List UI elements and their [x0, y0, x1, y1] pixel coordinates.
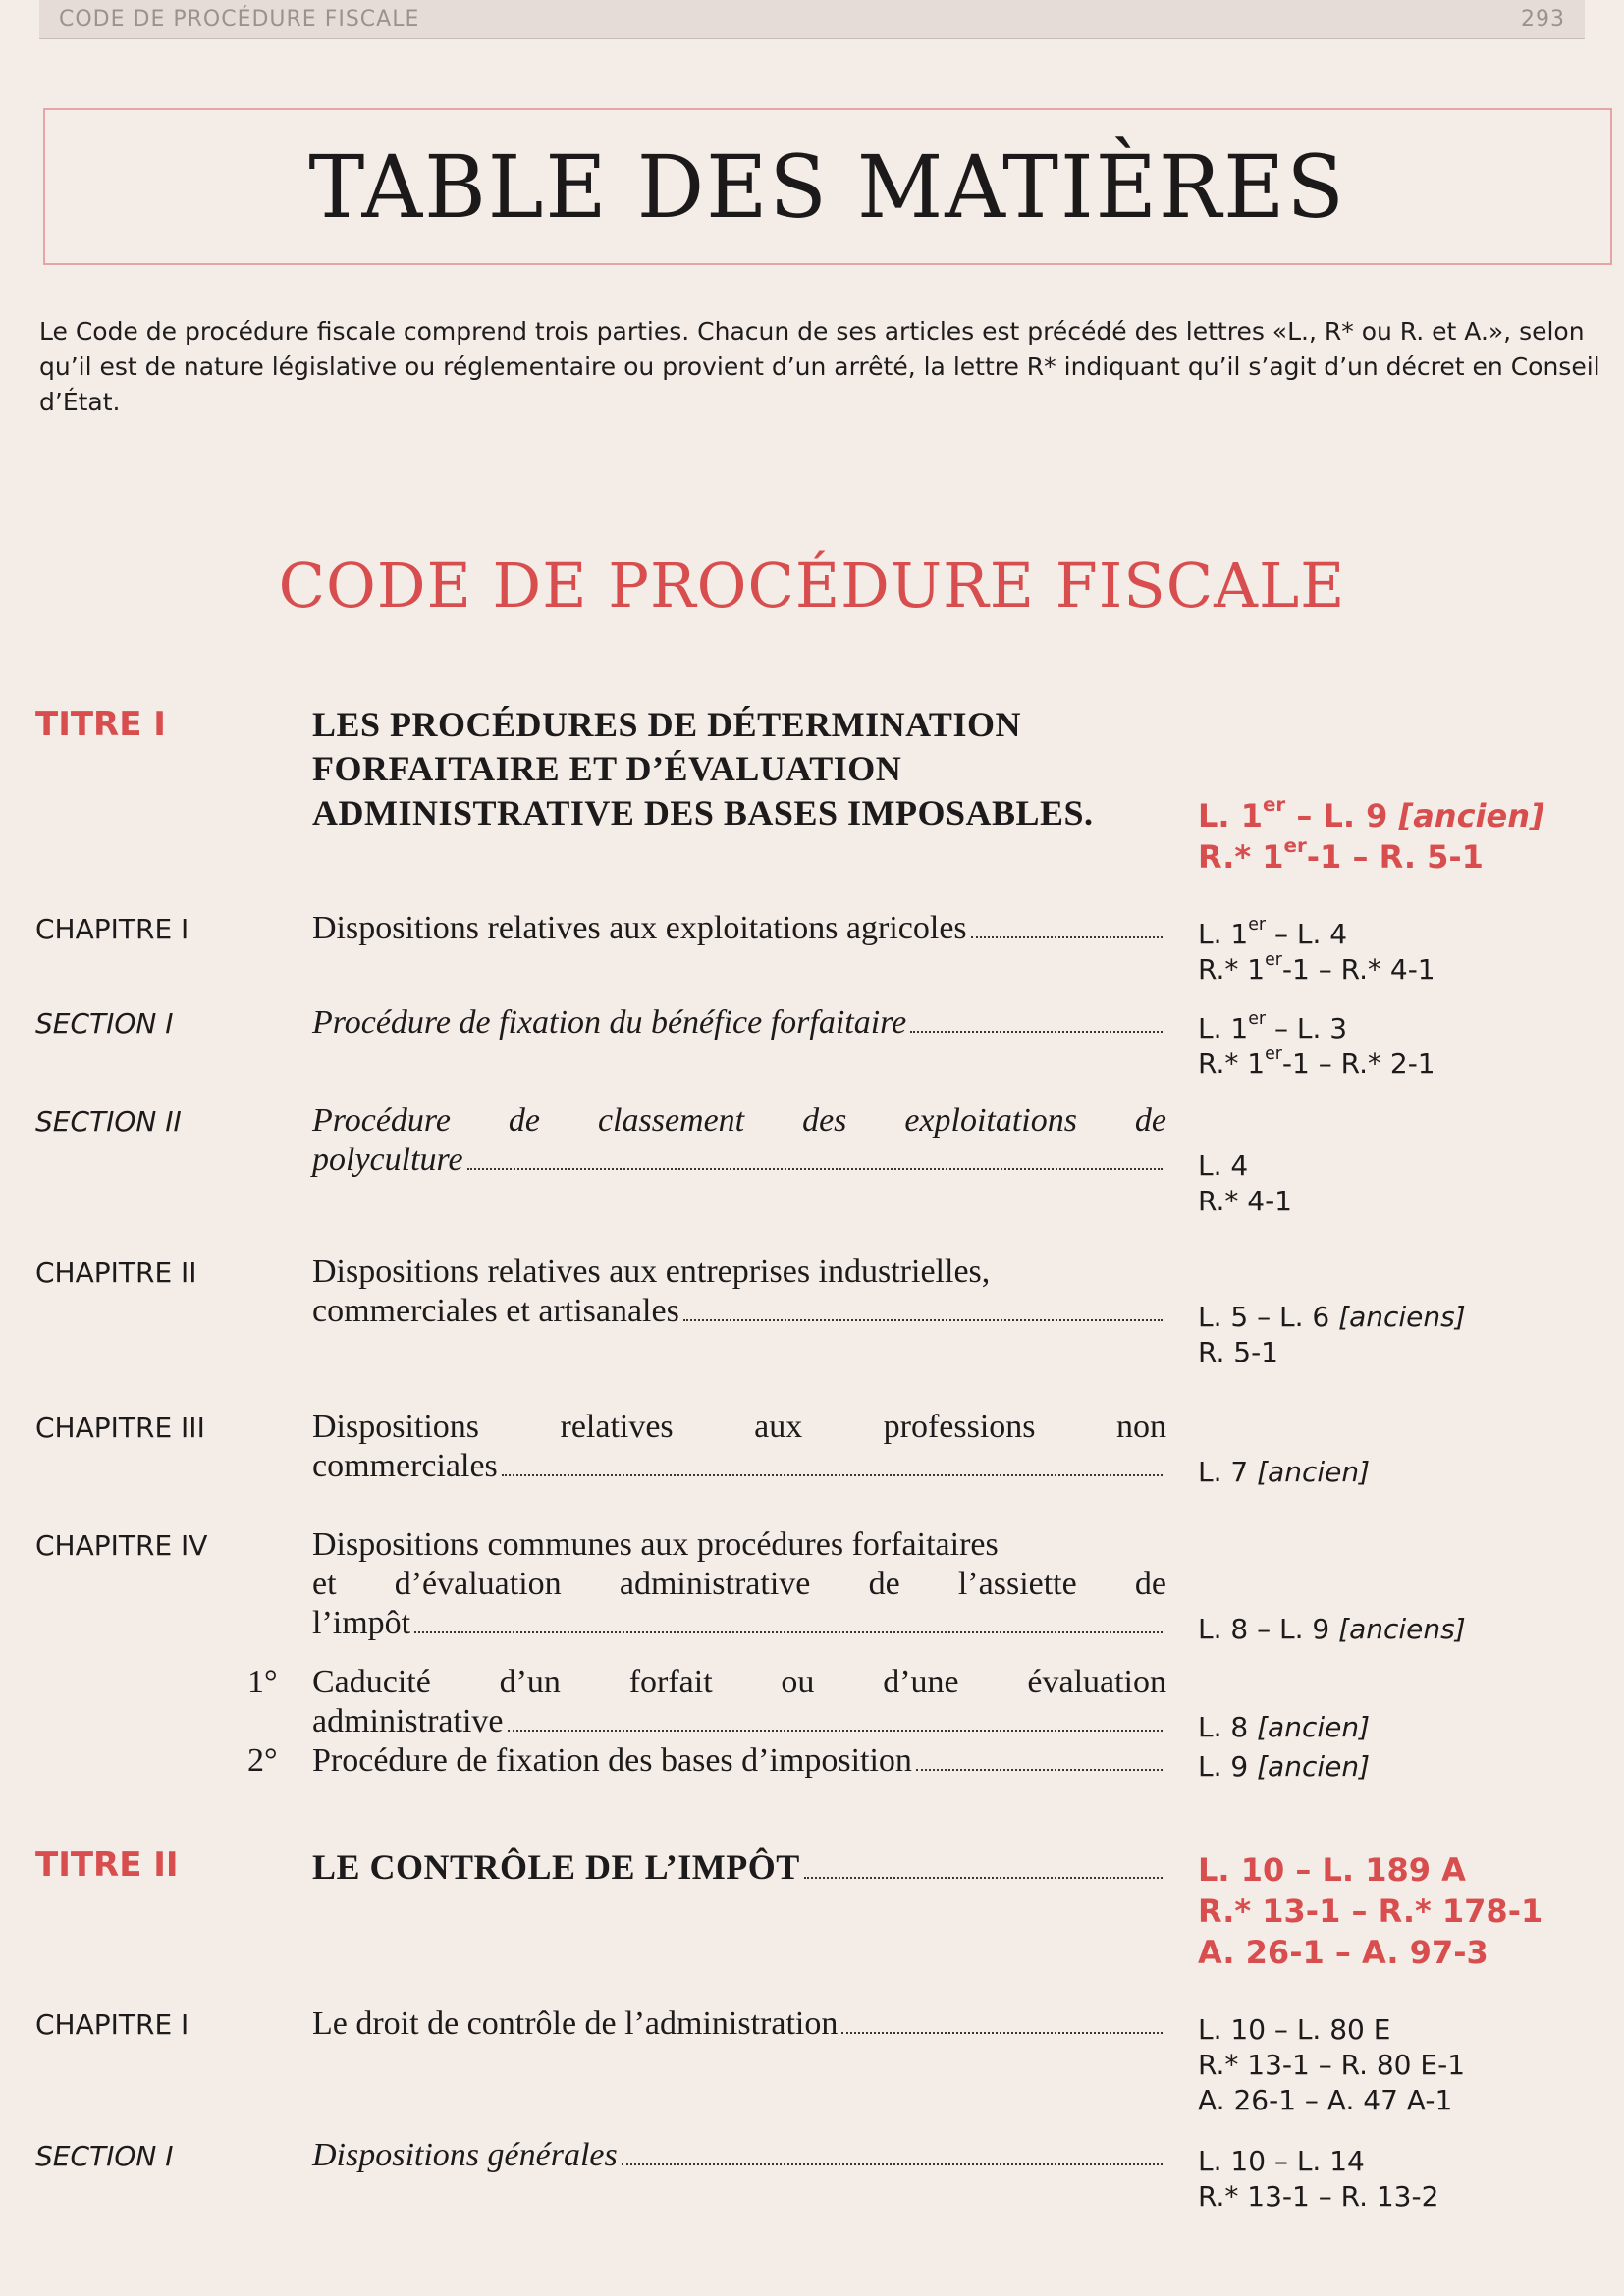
item-number: 2° — [247, 1742, 278, 1779]
chapter-reference: L. 8 – L. 9 [anciens] — [1198, 1613, 1466, 1645]
sub-item-title: Caducité d’un forfait ou d’une évaluation administrative — [312, 1664, 1166, 1739]
section-label: SECTION I — [35, 2140, 174, 2172]
chapter-label: CHAPITRE IV — [35, 1529, 208, 1562]
section-reference: L. 1er – L. 3 R.* 1er-1 – R.* 2-1 — [1198, 1009, 1435, 1080]
titre-reference: L. 10 – L. 189 A R.* 13-1 – R.* 178-1 A. 26-1 – A. 97-3 — [1198, 1851, 1543, 1971]
section-reference: L. 10 – L. 14 R.* 13-1 – R. 13-2 — [1198, 2145, 1439, 2213]
sub-item-title: Procédure de fixation des bases d’imposition — [312, 1741, 1166, 1781]
titre-reference: L. 1er – L. 9 [ancien] R.* 1er-1 – R. 5-1 — [1198, 793, 1544, 876]
title-box — [43, 108, 1612, 265]
chapter-reference: L. 1er – L. 4 R.* 1er-1 – R.* 4-1 — [1198, 915, 1435, 986]
running-header — [39, 0, 1585, 39]
titre-heading: LE CONTRÔLE DE L’IMPÔT — [312, 1845, 1166, 1890]
page-number: 293 — [1521, 7, 1565, 31]
section-title: Procédure de fixation du bénéfice forfaitaire — [312, 1003, 1166, 1042]
titre-heading: LES PROCÉDURES DE DÉTERMINATION FORFAITAIRE ET D’ÉVALUATION ADMINISTRATIVE DES BASES IMPOSABLES. — [312, 705, 1094, 832]
chapter-label: CHAPITRE I — [35, 2008, 189, 2041]
chapter-title: Dispositions communes aux procédures forfaitaires et d’évaluation administrative de l’assiette de l’impôt — [312, 1526, 1166, 1641]
chapter-reference: L. 5 – L. 6 [anciens] R. 5-1 — [1198, 1301, 1466, 1368]
sub-item-reference: L. 9 [ancien] — [1198, 1750, 1371, 1783]
section-reference: L. 4 R.* 4-1 — [1198, 1149, 1292, 1217]
titre-label: TITRE II — [35, 1845, 179, 1885]
chapter-title: Dispositions relatives aux exploitations agricoles — [312, 909, 1166, 948]
section-title: Procédure de classement des exploitations de polyculture — [312, 1102, 1166, 1178]
chapter-reference: L. 7 [ancien] — [1198, 1456, 1371, 1488]
section-title: Dispositions générales — [312, 2136, 1166, 2175]
chapter-label: CHAPITRE III — [35, 1412, 205, 1444]
chapter-label: CHAPITRE II — [35, 1256, 197, 1289]
running-title: CODE DE PROCÉDURE FISCALE — [59, 7, 420, 31]
code-title: CODE DE PROCÉDURE FISCALE — [278, 550, 1346, 621]
chapter-reference: L. 10 – L. 80 E R.* 13-1 – R. 80 E-1 A. 26-1 – A. 47 A-1 — [1198, 2013, 1466, 2116]
sub-item-reference: L. 8 [ancien] — [1198, 1711, 1371, 1743]
chapter-title: Dispositions relatives aux entreprises industrielles, commerciales et artisanales — [312, 1253, 1166, 1331]
intro-paragraph: Le Code de procédure fiscale comprend trois parties. Chacun de ses articles est précédé des lettres «L., R* ou R. et A.», selon qu’il est de nature législative ou réglementaire ou provient d’un arrêté, la lettre R* indiquant qu’il s’agit d’un décret en Conseil d’État. — [39, 317, 1600, 416]
titre-label: TITRE I — [35, 705, 166, 744]
chapter-title: Dispositions relatives aux professions non commerciales — [312, 1409, 1166, 1484]
chapter-label: CHAPITRE I — [35, 913, 189, 945]
chapter-title: Le droit de contrôle de l’administration — [312, 2004, 1166, 2044]
section-label: SECTION I — [35, 1007, 174, 1040]
section-label: SECTION II — [35, 1105, 182, 1138]
page-title: TABLE DES MATIÈRES — [308, 135, 1347, 238]
item-number: 1° — [247, 1664, 278, 1700]
